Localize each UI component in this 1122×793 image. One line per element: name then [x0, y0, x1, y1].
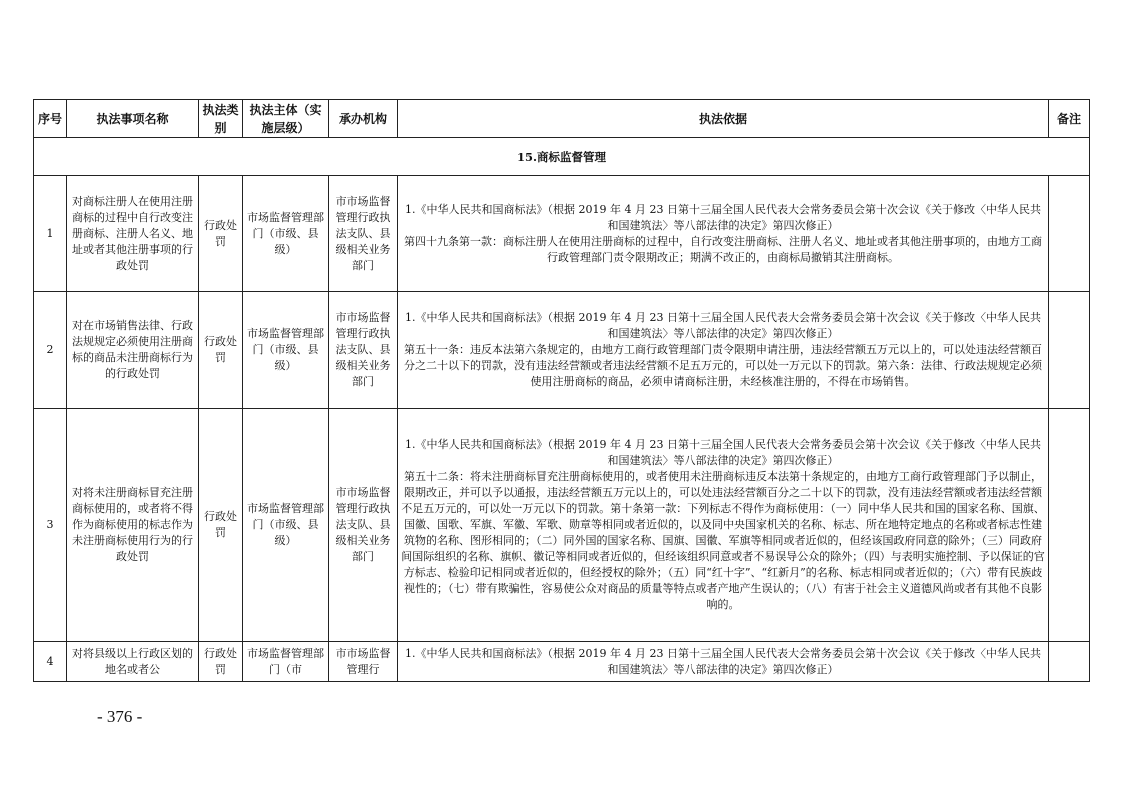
header-item-name: 执法事项名称: [67, 100, 199, 138]
basis-line: 第五十一条：违反本法第六条规定的，由地方工商行政管理部门责令限期申请注册，违法经营额五万元以上的，可以处违法经营额百分之二十以下的罚款，没有违法经营额或者违法经营额不足五万元的，可以处一万元以下的罚款。第六条：法律、行政法规规定必须使用注册商标的商品，必须申请商标注册，未经核准注册的，不得在市场销售。: [404, 343, 1042, 388]
header-category: 执法类别: [199, 100, 243, 138]
row-index: 3: [34, 409, 67, 642]
basis-line: 1.《中华人民共和国商标法》（根据 2019 年 4 月 23 日第十三届全国人民代表大会常务委员会第十次会议《关于修改〈中华人民共和国建筑法〉等八部法律的决定》第四次修正）: [405, 646, 1041, 676]
row-remark: [1049, 176, 1090, 292]
table-row: [34, 176, 1090, 292]
row-agency: 市市场监督管理行政执法支队、县级相关业务部门: [329, 409, 398, 642]
basis-line: 第五十二条：将未注册商标冒充注册商标使用的，或者使用未注册商标违反本法第十条规定的，由地方工商行政管理部门予以制止，限期改正，并可以予以通报，违法经营额五万元以上的，可以处违法经营额百分之二十以下的罚款，没有违法经营额或者违法经营额不足五万元的，可以处一万元以下的罚款。第十条第一款：下列标志不得作为商标使用：（一）同中华人民共和国的国家名称、国旗、国徽、国歌、军旗、军徽、军歌、勋章等相同或者近似的，以及同中央国家机关的名称、标志、所在地特定地点的名称或者标志性建筑物的名称、图形相同的；（二）同外国的国家名称、国旗、国徽、军旗等相同或者近似的，但经该国政府同意的除外；（三）同政府间国际组织的名称、旗帜、徽记等相同或者近似的，但经该组织同意或者不易误导公众的除外；（四）与表明实施控制、予以保证的官方标志、检验印记相同或者近似的，但经授权的除外；（五）同“红十字”、“红新月”的名称、标志相同或者近似的；（六）带有民族歧视性的；（七）带有欺骗性，容易使公众对商品的质量等特点或者产地产生误认的；（八）有害于社会主义道德风尚或者有其他不良影响的。: [401, 470, 1045, 611]
row-item-name: 对商标注册人在使用注册商标的过程中自行改变注册商标、注册人名义、地址或者其他注册事项的行政处罚: [67, 176, 199, 292]
row-subject: 市场监督管理部门（市级、县级）: [243, 409, 329, 642]
basis-line: 1.《中华人民共和国商标法》（根据 2019 年 4 月 23 日第十三届全国人民代表大会常务委员会第十次会议《关于修改〈中华人民共和国建筑法〉等八部法律的决定》第四次修正）: [405, 202, 1041, 232]
basis-line: 1.《中华人民共和国商标法》（根据 2019 年 4 月 23 日第十三届全国人民代表大会常务委员会第十次会议《关于修改〈中华人民共和国建筑法〉等八部法律的决定》第四次修正）: [405, 438, 1041, 467]
row-remark: [1049, 642, 1090, 682]
row-basis: [398, 176, 1049, 292]
row-category: 行政处罚: [199, 642, 243, 682]
row-subject: 市场监督管理部门（市级、县级）: [243, 176, 329, 292]
row-index: 2: [34, 292, 67, 409]
row-remark: [1049, 292, 1090, 409]
header-subject: 执法主体（实施层级）: [243, 100, 329, 138]
law-enforcement-table: [33, 99, 1090, 682]
row-agency: 市市场监督管理行: [329, 642, 398, 682]
page-number: - 376 -: [97, 707, 143, 726]
row-item-name: 对将未注册商标冒充注册商标使用的，或者将不得作为商标使用的标志作为未注册商标使用行为的行政处罚: [67, 409, 199, 642]
row-category: 行政处罚: [199, 176, 243, 292]
section-title: 15.商标监督管理: [34, 138, 1090, 176]
row-index: 4: [34, 642, 67, 682]
header-remark: 备注: [1049, 100, 1090, 138]
basis-line: 1.《中华人民共和国商标法》（根据 2019 年 4 月 23 日第十三届全国人民代表大会常务委员会第十次会议《关于修改〈中华人民共和国建筑法〉等八部法律的决定》第四次修正）: [405, 311, 1041, 340]
row-basis: [398, 642, 1049, 682]
row-item-name: 对将县级以上行政区划的地名或者公: [67, 642, 199, 682]
row-agency: 市市场监督管理行政执法支队、县级相关业务部门: [329, 292, 398, 409]
row-remark: [1049, 409, 1090, 642]
row-agency: 市市场监督管理行政执法支队、县级相关业务部门: [329, 176, 398, 292]
table-row: [34, 292, 1090, 409]
row-category: 行政处罚: [199, 409, 243, 642]
row-subject: 市场监督管理部门（市级、县级）: [243, 292, 329, 409]
header-row: [34, 100, 1090, 138]
header-index: 序号: [34, 100, 67, 138]
row-subject: 市场监督管理部门（市: [243, 642, 329, 682]
row-basis: [398, 409, 1049, 642]
table-row: [34, 642, 1090, 682]
section-row: [34, 138, 1090, 176]
row-category: 行政处罚: [199, 292, 243, 409]
table-row: [34, 409, 1090, 642]
row-index: 1: [34, 176, 67, 292]
header-basis: 执法依据: [398, 100, 1049, 138]
row-basis: [398, 292, 1049, 409]
row-item-name: 对在市场销售法律、行政法规规定必须使用注册商标的商品未注册商标行为的行政处罚: [67, 292, 199, 409]
basis-line: 第四十九条第一款：商标注册人在使用注册商标的过程中，自行改变注册商标、注册人名义、地址或者其他注册事项的，由地方工商行政管理部门责令限期改正；期满不改正的，由商标局撤销其注册商标。: [404, 234, 1042, 264]
header-agency: 承办机构: [329, 100, 398, 138]
